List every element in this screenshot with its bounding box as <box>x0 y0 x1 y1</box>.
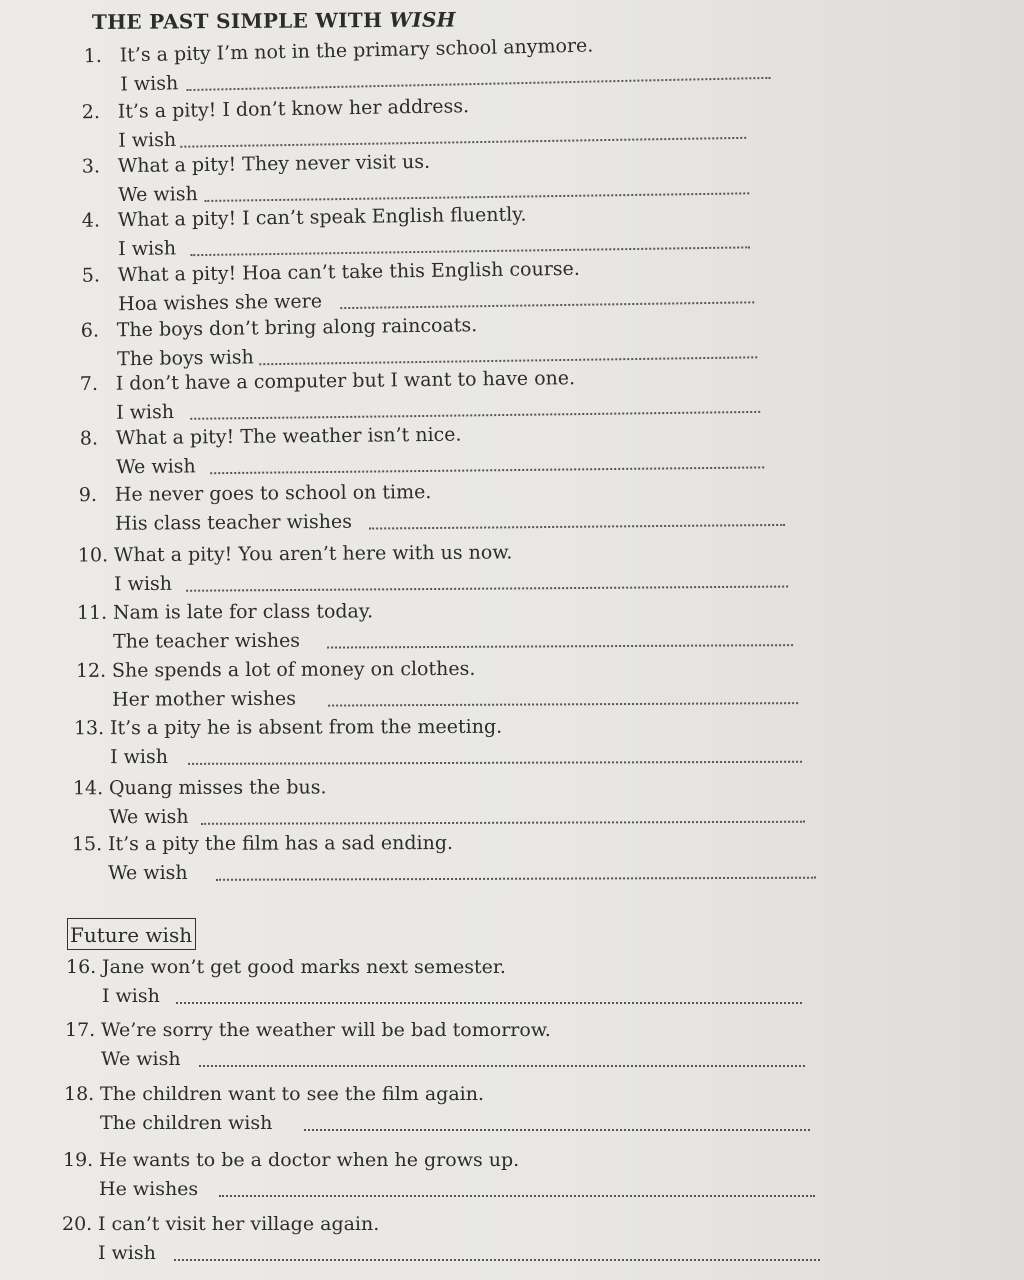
answer-prompt: We wish <box>101 1048 181 1070</box>
answer-prompt: I wish <box>118 237 177 261</box>
answer-prompt: The children wish <box>100 1112 273 1134</box>
answer-prompt: I wish <box>98 1242 156 1264</box>
answer-blank[interactable] <box>190 246 750 256</box>
question-sentence: 4. What a pity! I can’t speak English fluently. <box>81 203 527 232</box>
question-sentence: 14. Quang misses the bus. <box>72 776 327 800</box>
question-sentence: 20. I can’t visit her village again. <box>62 1213 380 1235</box>
answer-blank[interactable] <box>186 586 788 592</box>
exercise-item <box>80 365 765 429</box>
answer-prompt: Her mother wishes <box>112 687 297 711</box>
exercise-item <box>78 540 790 601</box>
question-sentence: 6. The boys don’t bring along raincoats. <box>80 314 478 342</box>
question-sentence: 5. What a pity! Hoa can’t take this English course. <box>81 257 581 287</box>
answer-blank[interactable] <box>176 1002 802 1004</box>
answer-prompt: The teacher wishes <box>113 629 301 653</box>
answer-blank[interactable] <box>369 524 785 530</box>
exercise-item <box>83 31 774 101</box>
answer-blank[interactable] <box>201 821 805 825</box>
answer-blank[interactable] <box>180 137 746 148</box>
answer-blank[interactable] <box>340 301 754 309</box>
answer-blank[interactable] <box>327 644 793 648</box>
question-sentence: 2. It’s a pity! I don’t know her address. <box>81 95 470 124</box>
exercise-item <box>79 478 787 540</box>
answer-blank[interactable] <box>216 877 816 881</box>
question-sentence: 8. What a pity! The weather isn’t nice. <box>79 423 462 450</box>
question-sentence: 10. What a pity! You aren’t here with us now. <box>77 541 513 567</box>
answer-blank[interactable] <box>328 702 798 706</box>
question-sentence: 11. Nam is late for class today. <box>76 600 374 624</box>
section-label-future-wish: Future wish <box>67 918 196 950</box>
answer-prompt: I wish <box>102 985 160 1007</box>
question-sentence: 16. Jane won’t get good marks next semester. <box>66 956 506 978</box>
answer-blank[interactable] <box>210 466 764 474</box>
exercise-item <box>62 1213 822 1269</box>
question-sentence: 3. What a pity! They never visit us. <box>81 150 431 178</box>
answer-prompt: We wish <box>118 183 198 207</box>
question-sentence: 9. He never goes to school on time. <box>78 481 432 507</box>
exercise-item <box>77 598 795 658</box>
answer-prompt: Hoa wishes she were <box>118 290 323 316</box>
title-emphasis: WISH <box>389 7 456 32</box>
question-sentence: 12. She spends a lot of money on clothes. <box>75 657 476 682</box>
exercise-item <box>73 775 807 834</box>
answer-blank[interactable] <box>190 411 760 420</box>
answer-blank[interactable] <box>219 1195 815 1197</box>
exercise-item <box>65 1019 811 1075</box>
exercise-item <box>76 656 800 716</box>
answer-blank[interactable] <box>186 77 770 91</box>
question-sentence: 15. It’s a pity the film has a sad ending. <box>71 831 454 856</box>
answer-prompt: We wish <box>108 861 188 885</box>
answer-prompt: I wish <box>120 72 179 96</box>
exercise-item <box>64 1083 814 1139</box>
answer-prompt: His class teacher wishes <box>115 510 353 535</box>
answer-blank[interactable] <box>259 356 757 365</box>
answer-prompt: I wish <box>116 401 175 424</box>
question-sentence: 19. He wants to be a doctor when he grows up. <box>63 1149 520 1171</box>
answer-prompt: He wishes <box>99 1178 199 1200</box>
answer-blank[interactable] <box>174 1259 820 1261</box>
answer-blank[interactable] <box>304 1129 810 1131</box>
answer-prompt: The boys wish <box>117 346 254 371</box>
question-sentence: 1. It’s a pity I’m not in the primary school anymore. <box>83 34 594 68</box>
answer-prompt: I wish <box>118 128 177 152</box>
exercise-item <box>80 420 767 483</box>
answer-blank[interactable] <box>199 1065 805 1067</box>
answer-prompt: We wish <box>116 455 196 479</box>
exercise-item <box>63 1149 819 1205</box>
exercise-item <box>66 956 806 1012</box>
question-sentence: 18. The children want to see the film again. <box>64 1083 485 1105</box>
answer-blank[interactable] <box>188 761 802 765</box>
answer-prompt: We wish <box>109 805 189 829</box>
exercise-item <box>74 715 802 774</box>
exercise-item <box>72 831 816 890</box>
question-sentence: 7. I don’t have a computer but I want to have one. <box>79 367 576 396</box>
page-title: THE PAST SIMPLE WITH WISH <box>91 7 456 34</box>
answer-prompt: I wish <box>110 745 168 769</box>
question-sentence: 13. It’s a pity he is absent from the meeting. <box>73 715 503 740</box>
question-sentence: 17. We’re sorry the weather will be bad tomorrow. <box>65 1019 551 1041</box>
answer-prompt: I wish <box>114 572 173 596</box>
